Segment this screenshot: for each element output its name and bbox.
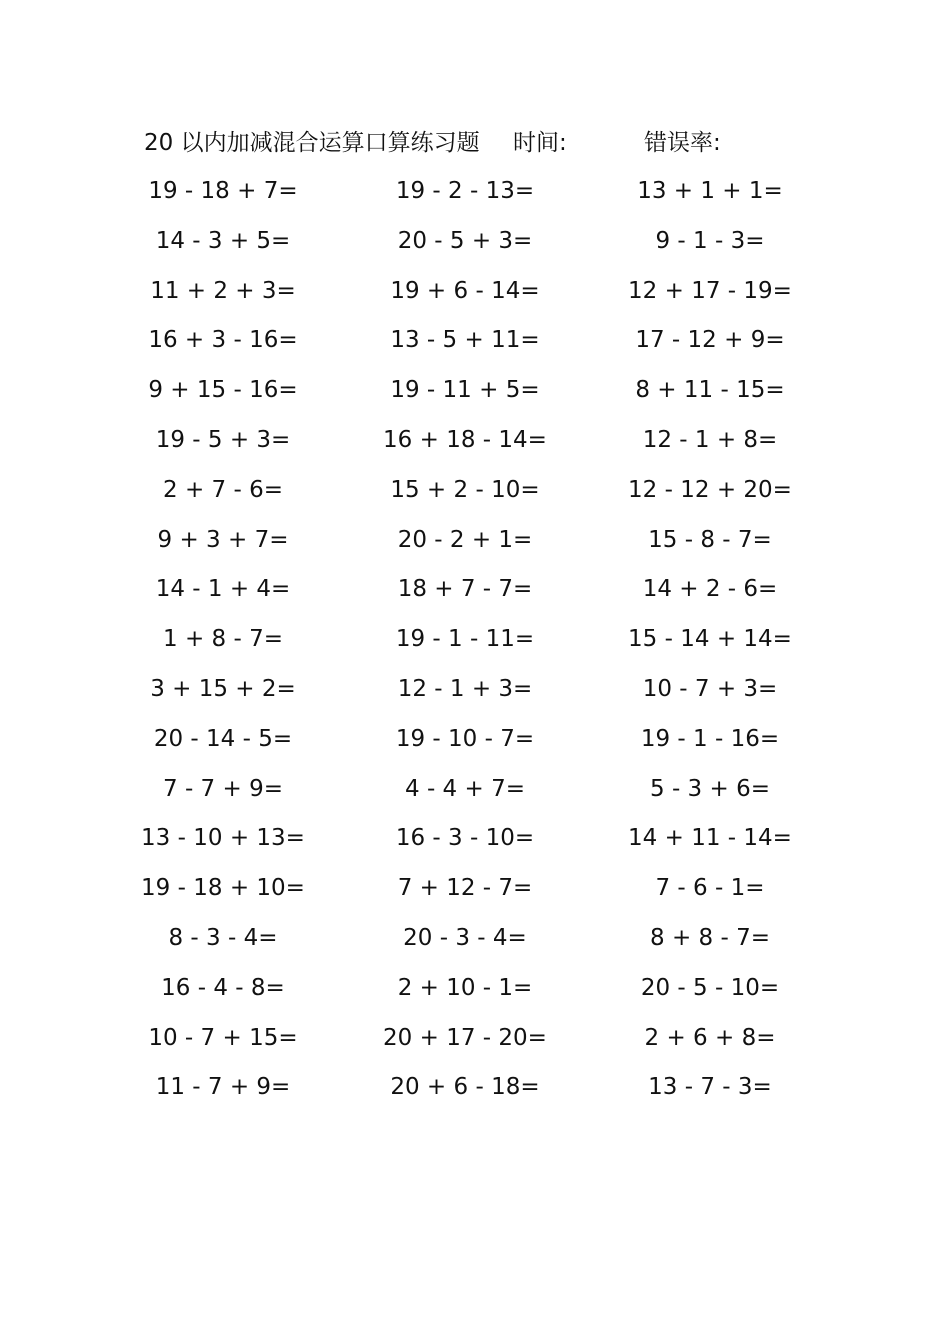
problem-cell: 1 + 8 - 7= [163, 626, 283, 653]
problem-row [0, 715, 950, 765]
problem-cell: 12 - 1 + 8= [642, 426, 778, 453]
problem-cell: 7 - 6 - 1= [655, 875, 765, 902]
problem-row [0, 316, 950, 366]
problem-row [0, 914, 950, 964]
problem-cell: 8 - 3 - 4= [168, 924, 278, 951]
problem-cell: 13 - 10 + 13= [141, 825, 305, 852]
time-label: 时间: [513, 130, 567, 156]
problem-row [0, 615, 950, 665]
problem-cell: 19 - 5 + 3= [155, 426, 291, 453]
problem-cell: 19 + 6 - 14= [390, 277, 540, 304]
problem-row [0, 267, 950, 317]
problem-cell: 16 + 18 - 14= [383, 426, 547, 453]
problem-cell: 10 - 7 + 15= [148, 1024, 298, 1051]
problem-cell: 7 + 12 - 7= [397, 875, 533, 902]
problem-cell: 19 - 18 + 7= [148, 178, 298, 204]
problem-row [0, 366, 950, 416]
problem-cell: 2 + 6 + 8= [644, 1024, 776, 1051]
problem-cell: 14 - 1 + 4= [155, 576, 291, 603]
problem-cell: 11 - 7 + 9= [155, 1074, 291, 1101]
problem-grid [0, 167, 950, 1113]
problem-cell: 20 + 17 - 20= [383, 1024, 547, 1051]
problem-row [0, 167, 950, 217]
problem-cell: 9 + 15 - 16= [148, 377, 298, 404]
problem-cell: 16 - 4 - 8= [161, 974, 285, 1001]
problem-cell: 19 - 11 + 5= [390, 377, 540, 404]
problem-cell: 20 - 5 - 10= [640, 974, 780, 1001]
problem-cell: 16 + 3 - 16= [148, 327, 298, 354]
problem-cell: 13 - 7 - 3= [648, 1074, 772, 1101]
problem-row [0, 1063, 950, 1113]
problem-cell: 12 + 17 - 19= [628, 277, 792, 304]
problem-cell: 19 - 18 + 10= [141, 875, 305, 902]
problem-cell: 19 - 2 - 13= [395, 178, 535, 204]
error-rate-label: 错误率: [644, 130, 721, 156]
problem-cell: 20 - 3 - 4= [403, 924, 527, 951]
problem-cell: 12 - 12 + 20= [628, 476, 792, 503]
problem-cell: 8 + 11 - 15= [635, 377, 785, 404]
problem-cell: 4 - 4 + 7= [405, 775, 525, 802]
problem-row [0, 964, 950, 1014]
problem-row [0, 665, 950, 715]
problem-row [0, 416, 950, 466]
problem-cell: 8 + 8 - 7= [650, 924, 770, 951]
problem-row [0, 565, 950, 615]
problem-cell: 13 + 1 + 1= [637, 178, 783, 204]
problem-cell: 5 - 3 + 6= [650, 775, 770, 802]
problem-cell: 19 - 1 - 11= [395, 626, 535, 653]
problem-cell: 14 + 2 - 6= [642, 576, 778, 603]
problem-cell: 20 - 14 - 5= [153, 725, 293, 752]
worksheet-title: 20 以内加减混合运算口算练习题 [144, 130, 480, 156]
problem-cell: 12 - 1 + 3= [397, 675, 533, 702]
problem-row [0, 466, 950, 516]
problem-cell: 20 - 2 + 1= [397, 526, 533, 553]
problem-cell: 20 + 6 - 18= [390, 1074, 540, 1101]
worksheet-header [144, 126, 844, 160]
problem-row [0, 217, 950, 267]
problem-cell: 2 + 7 - 6= [163, 476, 283, 503]
problem-cell: 16 - 3 - 10= [395, 825, 535, 852]
problem-cell: 15 + 2 - 10= [390, 476, 540, 503]
problem-cell: 9 - 1 - 3= [655, 227, 765, 254]
problem-cell: 7 - 7 + 9= [163, 775, 283, 802]
problem-cell: 2 + 10 - 1= [397, 974, 533, 1001]
problem-row [0, 1014, 950, 1064]
problem-row [0, 864, 950, 914]
problem-cell: 9 + 3 + 7= [157, 526, 289, 553]
problem-cell: 14 - 3 + 5= [155, 227, 291, 254]
problem-row [0, 765, 950, 815]
problem-cell: 15 - 8 - 7= [648, 526, 772, 553]
problem-row [0, 516, 950, 566]
problem-cell: 13 - 5 + 11= [390, 327, 540, 354]
problem-cell: 19 - 10 - 7= [395, 725, 535, 752]
problem-cell: 14 + 11 - 14= [628, 825, 792, 852]
problem-cell: 19 - 1 - 16= [640, 725, 780, 752]
problem-cell: 11 + 2 + 3= [150, 277, 296, 304]
problem-cell: 18 + 7 - 7= [397, 576, 533, 603]
problem-cell: 10 - 7 + 3= [642, 675, 778, 702]
problem-cell: 15 - 14 + 14= [628, 626, 792, 653]
problem-cell: 20 - 5 + 3= [397, 227, 533, 254]
problem-row [0, 814, 950, 864]
problem-cell: 17 - 12 + 9= [635, 327, 785, 354]
problem-cell: 3 + 15 + 2= [150, 675, 296, 702]
